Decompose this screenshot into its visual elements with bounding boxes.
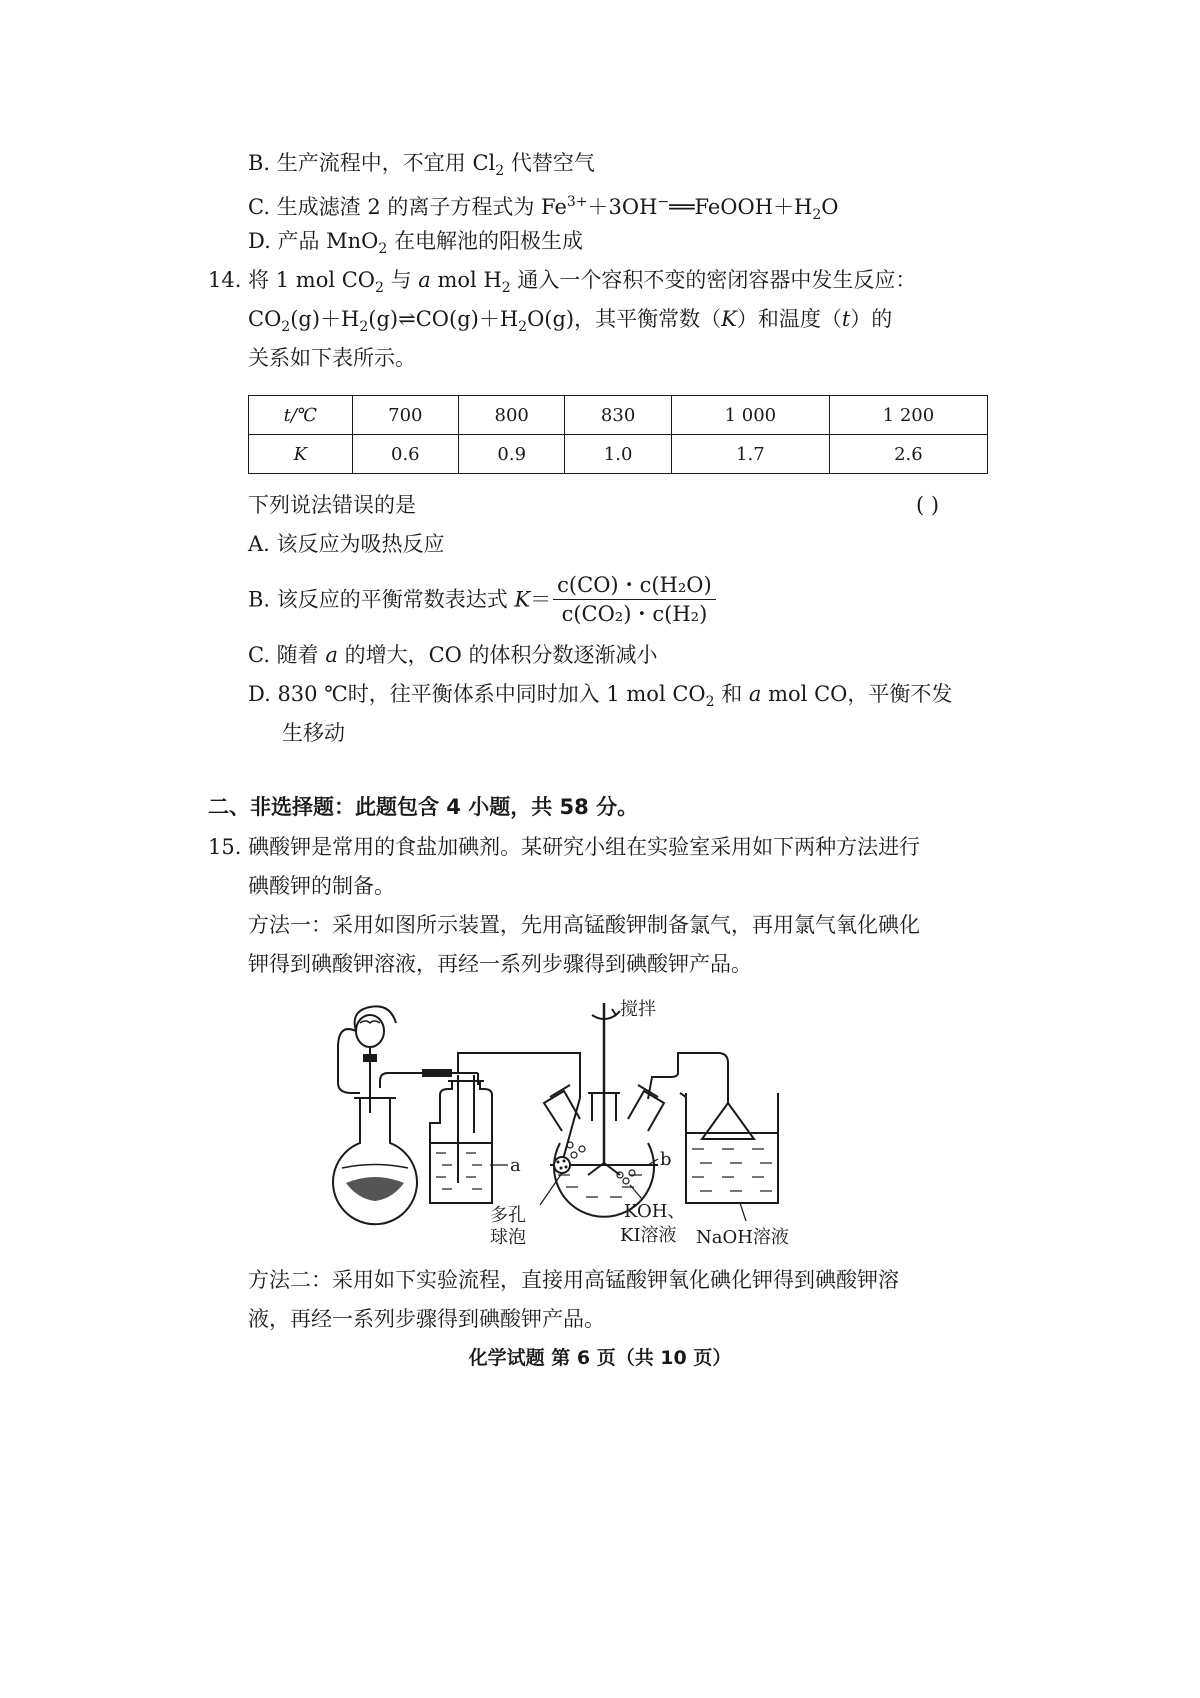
naoh-solution-label: NaOH溶液 (696, 1227, 789, 1248)
q14-stem-line2: $CO_2(g)+H_2(g)\rightleftharpoons CO(g)+H_2O(g)$，其平衡常数（K）和温度（t）的 (248, 307, 893, 336)
q13-option-d: D. 产品 MnO$_2$ 在电解池的阳极生成 (248, 229, 583, 258)
table-cell: 2.6 (829, 435, 987, 474)
q14-option-b: B. 该反应的平衡常数表达式 K＝ $\frac{\text{c(CO)・c(H₂O)}}{\text{c(CO₂)・c(H₂)}}$ (248, 571, 716, 628)
q15-line4: 钾得到碘酸钾溶液，再经一系列步骤得到碘酸钾产品。 (248, 952, 752, 976)
stir-label: 搅拌 (620, 999, 656, 1020)
q14-option-c: C. 随着 a 的增大，CO 的体积分数逐渐减小 (248, 643, 658, 667)
table-cell: 1.0 (565, 435, 671, 474)
table-cell: 1 000 (671, 396, 829, 435)
table-row (249, 435, 988, 474)
ki-solution-label: KI溶液 (620, 1225, 677, 1246)
label-b: b (660, 1149, 672, 1170)
page-footer: 化学试题 第 6 页（共 10 页） (468, 1347, 732, 1369)
q13-option-b: B. 生产流程中，不宜用 $Cl_2$ 代替空气 (248, 151, 595, 180)
q15-line5: 方法二：采用如下实验流程，直接用高锰酸钾氧化碘化钾得到碘酸钾溶 (248, 1268, 899, 1292)
section-heading: 二、非选择题：此题包含 4 小题，共 58 分。 (208, 795, 639, 819)
equilibrium-fraction: $\frac{\text{c(CO)・c(H₂O)}}{\text{c(CO₂)・c(H₂)}}$ (553, 571, 716, 628)
apparatus-diagram (330, 993, 870, 1248)
three-neck-flask (544, 1003, 728, 1217)
table-cell: 830 (565, 396, 671, 435)
table-row (249, 396, 988, 435)
porous-bulb-label: 多孔 (490, 1205, 526, 1226)
porous-bulb-label-2: 球泡 (490, 1227, 526, 1248)
q15-line1: 15. 碘酸钾是常用的食盐加碘剂。某研究小组在实验室采用如下两种方法进行 (208, 835, 921, 859)
chlorine-generator-flask (333, 1006, 422, 1224)
q13-option-c: C. 生成滤渣 2 的离子方程式为 $Fe^{3+}+3OH^-══FeOOH+H_2O$ (248, 194, 839, 224)
q14-option-d-line1: D. 830 ℃时，往平衡体系中同时加入 1 mol $CO_2$ 和 a mol CO，平衡不发 (248, 682, 953, 711)
q14-stem-line1: 14. 将 1 mol $CO_2$ 与 a mol $H_2$ 通入一个容积不变的密闭容器中发生反应： (208, 268, 917, 297)
table-cell: 700 (352, 396, 458, 435)
q14-option-a: A. 该反应为吸热反应 (248, 532, 445, 556)
table-cell: 0.9 (459, 435, 565, 474)
q15-line3: 方法一：采用如图所示装置，先用高锰酸钾制备氯气，再用氯气氧化碘化 (248, 913, 920, 937)
q14-stem-line3: 关系如下表所示。 (248, 346, 416, 370)
q15-line6: 液，再经一系列步骤得到碘酸钾产品。 (248, 1307, 605, 1331)
q14-question: 下列说法错误的是 (248, 493, 416, 517)
rubber-tube-connector (422, 1069, 452, 1077)
table-cell: 800 (459, 396, 565, 435)
table-header-k: K (249, 435, 353, 474)
q14-option-d-line2: 生移动 (282, 721, 345, 745)
equilibrium-constant-table (248, 395, 988, 474)
answer-bracket: ( ) (916, 493, 940, 517)
koh-label: KOH、 (624, 1201, 686, 1222)
label-a: a (510, 1155, 521, 1176)
table-cell: 0.6 (352, 435, 458, 474)
table-cell: 1.7 (671, 435, 829, 474)
q15-line2: 碘酸钾的制备。 (248, 874, 395, 898)
table-header-temperature: t/℃ (249, 396, 353, 435)
naoh-absorption-beaker (680, 1093, 778, 1203)
table-cell: 1 200 (829, 396, 987, 435)
